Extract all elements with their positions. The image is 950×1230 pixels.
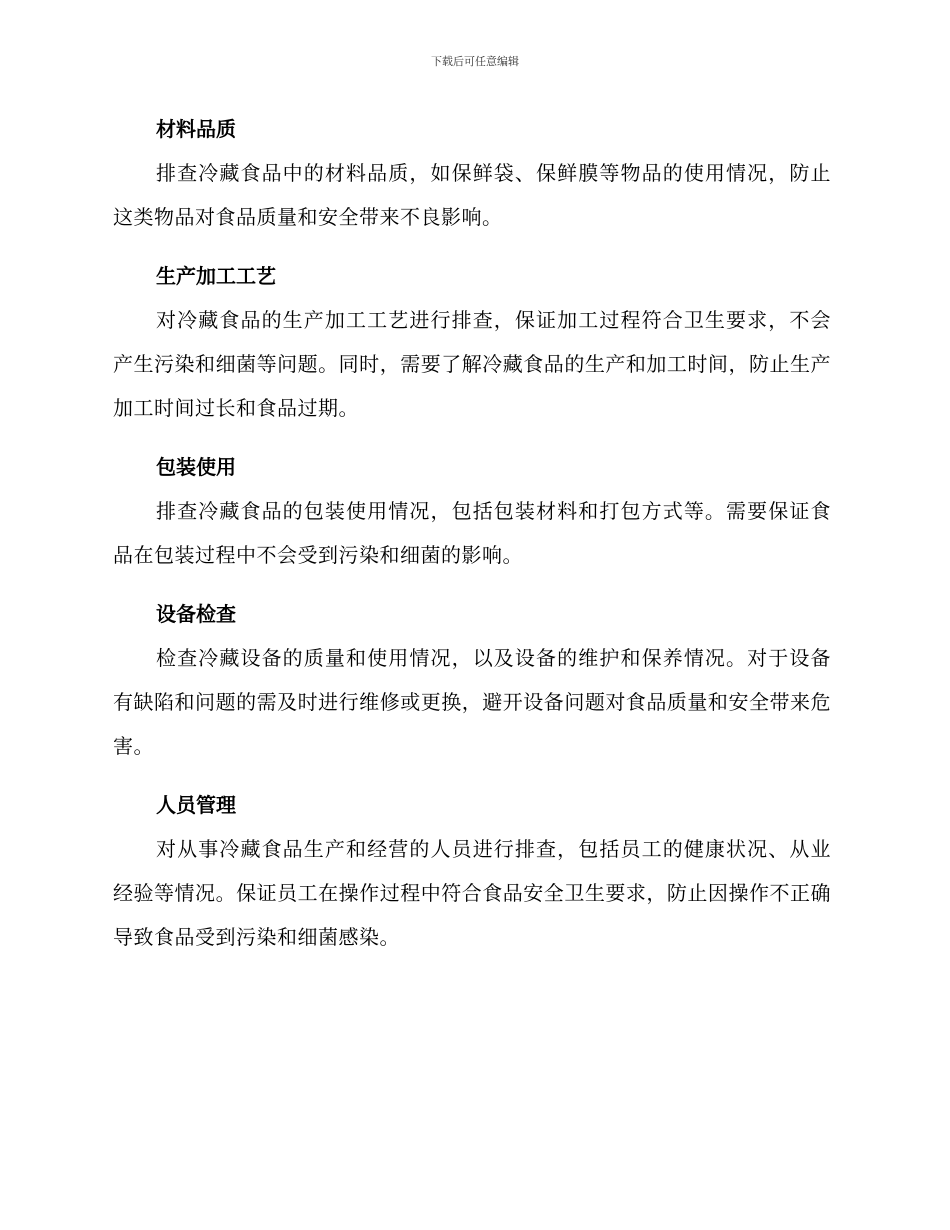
section-paragraph: 排查冷藏食品的包装使用情况，包括包装材料和打包方式等。需要保证食品在包装过程中不会受到污染和细菌的影响。 <box>113 499 831 567</box>
page-header: 下载后可任意编辑 <box>431 55 519 68</box>
document-body <box>113 107 831 974</box>
section-equipment <box>113 592 831 768</box>
section-paragraph: 排查冷藏食品中的材料品质，如保鲜袋、保鲜膜等物品的使用情况，防止这类物品对食品质量和安全带来不良影响。 <box>113 161 831 229</box>
section-packaging <box>113 445 831 577</box>
section-heading: 材料品质 <box>156 117 236 141</box>
section-paragraph: 对冷藏食品的生产加工工艺进行排查，保证加工过程符合卫生要求，不会产生污染和细菌等问题。同时，需要了解冷藏食品的生产和加工时间，防止生产加工时间过长和食品过期。 <box>113 308 831 420</box>
section-heading: 生产加工工艺 <box>156 264 276 288</box>
section-heading: 人员管理 <box>156 793 236 817</box>
section-paragraph: 对从事冷藏食品生产和经营的人员进行排查，包括员工的健康状况、从业经验等情况。保证员工在操作过程中符合食品安全卫生要求，防止因操作不正确导致食品受到污染和细菌感染。 <box>113 837 831 949</box>
section-heading: 设备检查 <box>156 602 236 626</box>
section-material-quality <box>113 107 831 239</box>
section-production-process <box>113 254 831 430</box>
section-paragraph: 检查冷藏设备的质量和使用情况，以及设备的维护和保养情况。对于设备有缺陷和问题的需及时进行维修或更换，避开设备问题对食品质量和安全带来危害。 <box>113 646 831 758</box>
section-heading: 包装使用 <box>156 455 236 479</box>
section-personnel <box>113 783 831 959</box>
